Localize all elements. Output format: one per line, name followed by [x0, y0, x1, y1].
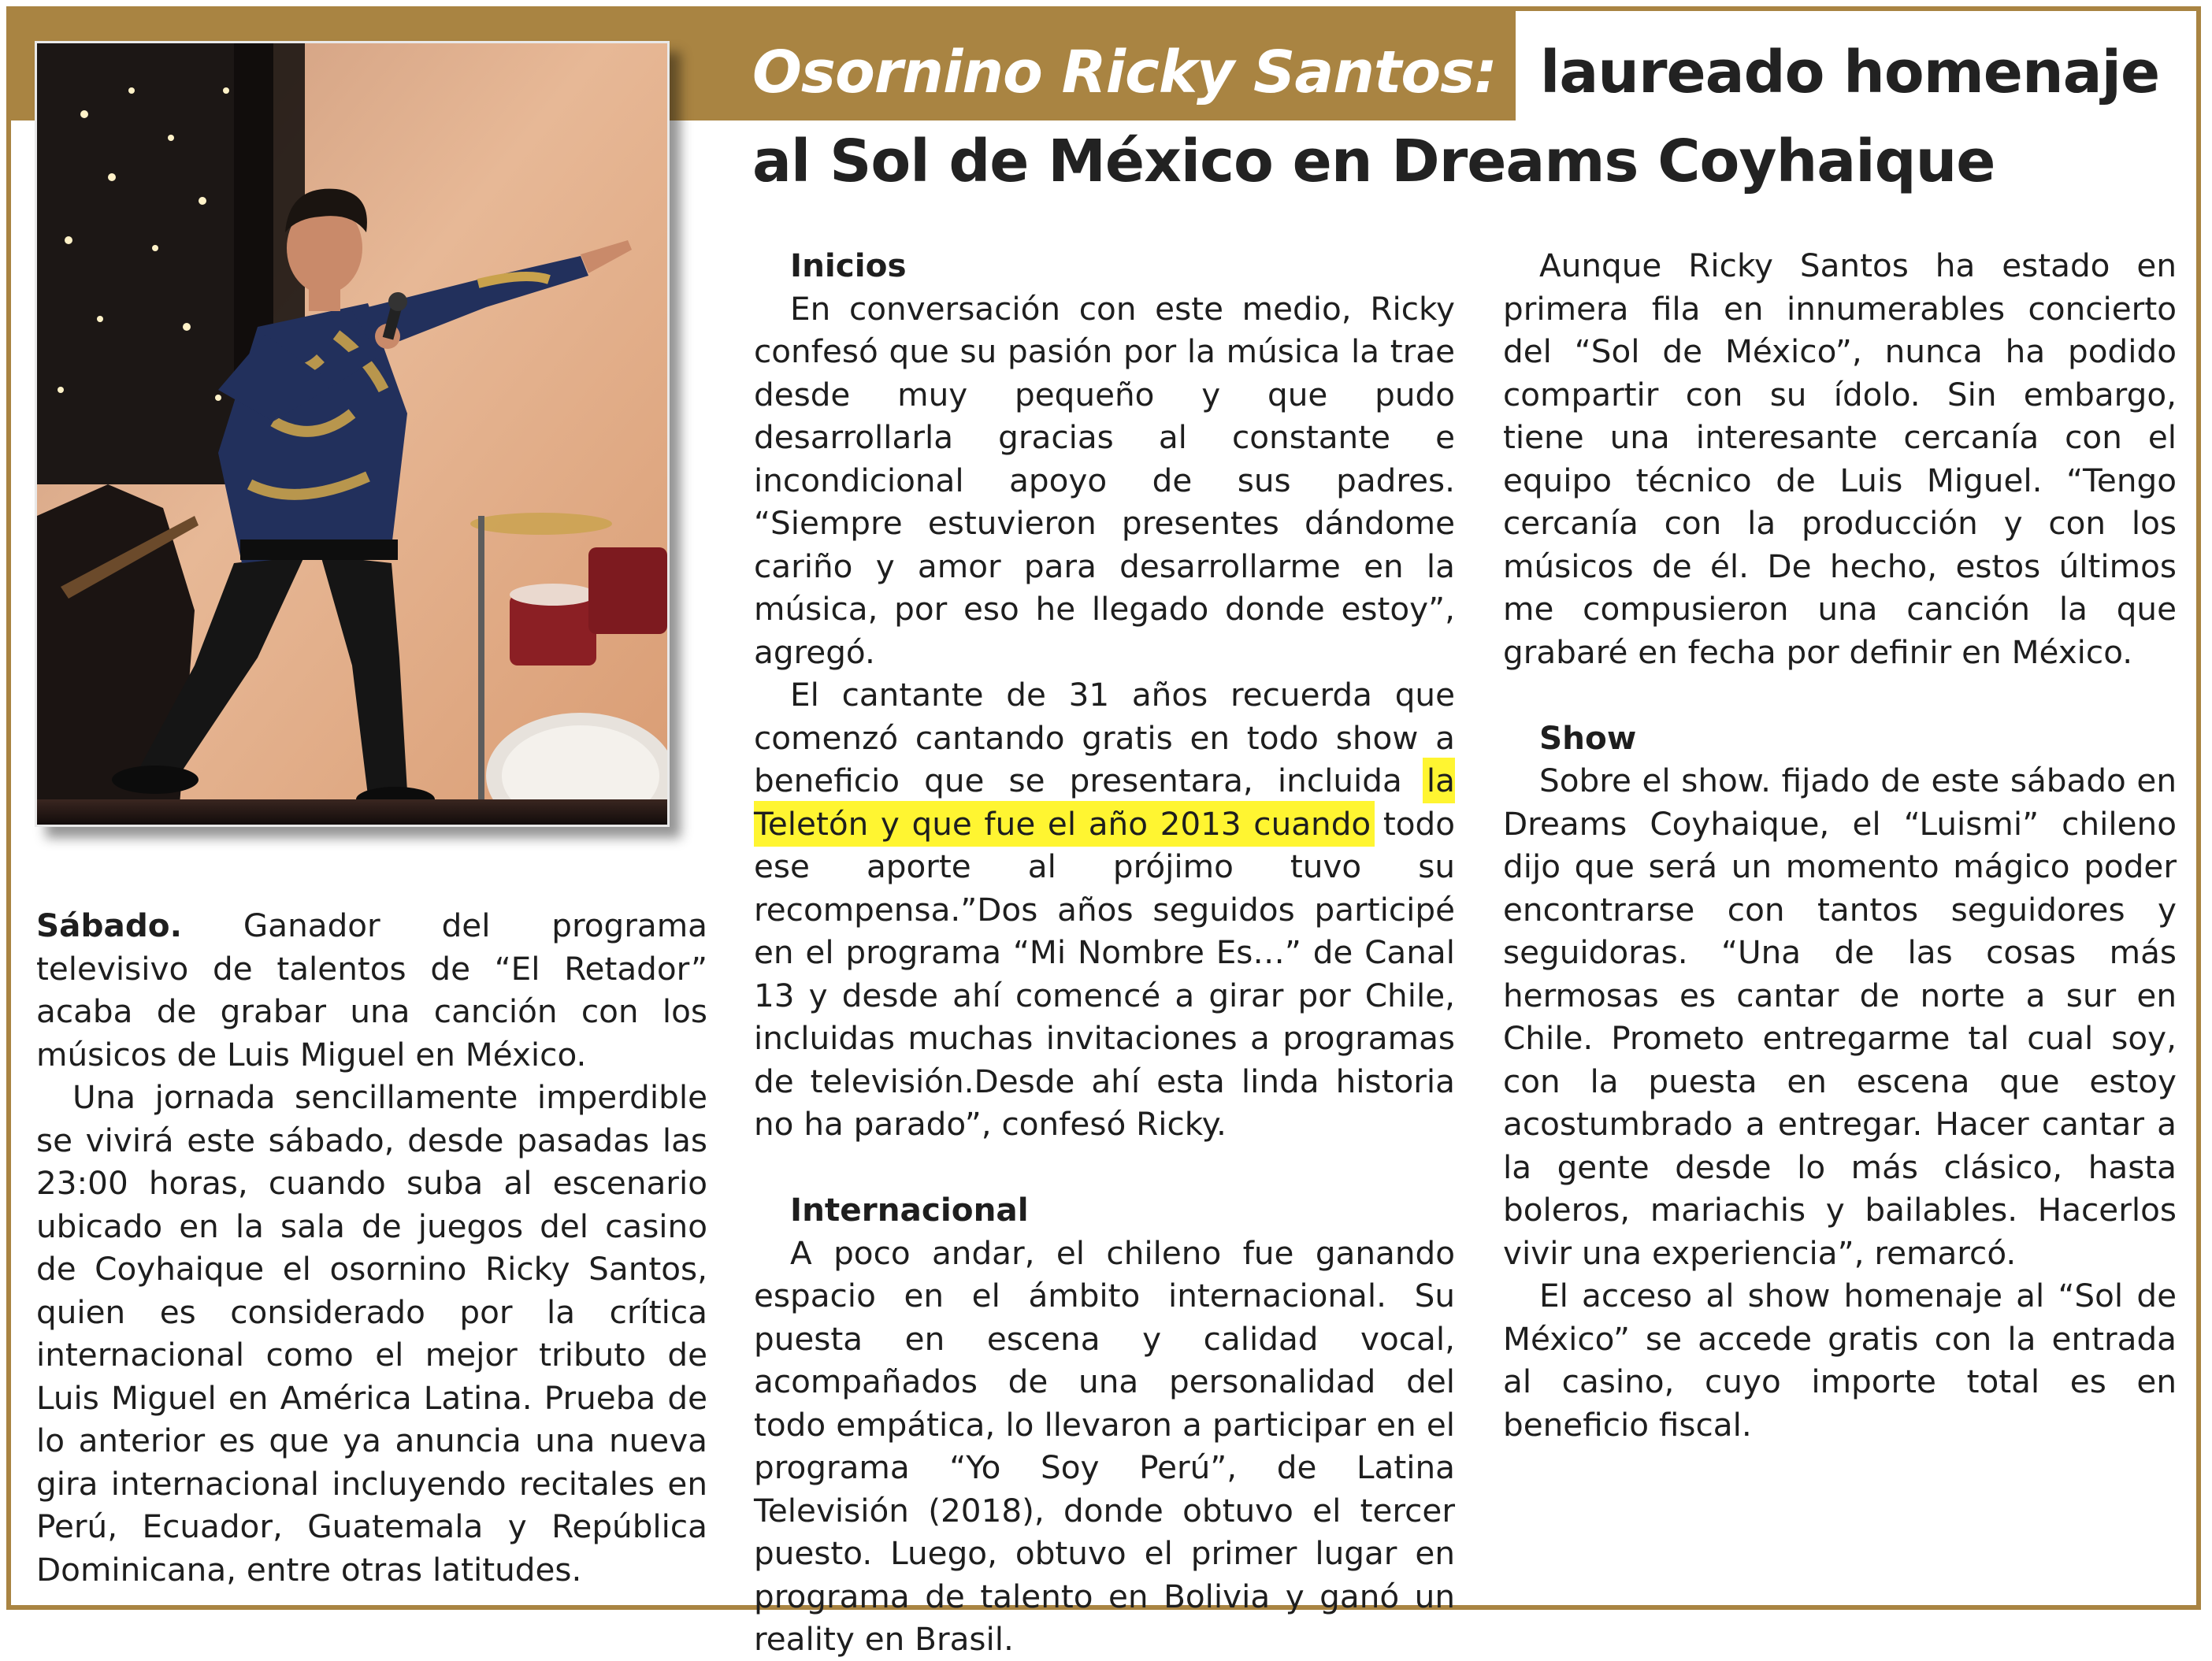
lead-dateline: Sábado.	[36, 907, 183, 944]
lead-text: Ganador del programa televisivo de talentos de “El Retador” acaba de grabar una canción con los músicos de Luis Miguel en México.	[36, 907, 707, 1073]
headline-line-1: laureado homenaje	[1540, 39, 2160, 106]
headline-kicker: Osornino Ricky Santos:	[752, 39, 1497, 106]
paragraph: Sobre el show. fijado de este sábado en Dreams Coyhaique, el “Luismi” chileno dijo que será un momento mágico poder encontrarse con tantos seguidores y seguidoras. “Una de las cosas más hermosas es cantar de norte a sur en Chile. Prometo entregarme tal cual soy, con la puesta en escena que estoy acostumbrado a entregar. Hacer cantar a la gente desde lo más clásico, hasta boleros, mariachis y bailables. Hacerlos vivir una experiencia”, remarcó.	[1503, 762, 2177, 1272]
paragraph: Una jornada sencillamente imperdible se vivirá este sábado, desde pasadas las 23:00 horas, cuando suba al escenario ubicado en la sala de juegos del casino de Coyhaique el osornino Ricky Santos, quien es considerado por la crítica internacional como el mejor tributo de Luis Miguel en América Latina. Prueba de lo anterior es que ya anuncia una nueva gira internacional incluyendo recitales en Perú, Ecuador, Guatemala y República Dominicana, entre otras latitudes.	[36, 1078, 707, 1589]
subheading-internacional: Internacional	[790, 1191, 1029, 1229]
column-2	[754, 244, 1455, 1661]
paragraph: El acceso al show homenaje al “Sol de México” se accede gratis con la entrada al casino, cuyo importe total es en beneficio fiscal.	[1503, 1277, 2177, 1444]
singer-photo	[35, 41, 670, 827]
column-1	[36, 904, 707, 1591]
text-segment: todo ese aporte al prójimo tuvo su recompensa.”Dos años seguidos participé en el programa “Mi Nombre Es…” de Canal 13 y desde ahí comencé a girar por Chile, incluidas muchas invitaciones a programas de televisión.Desde ahí esta linda historia no ha parado”, confesó Ricky.	[754, 804, 1455, 1143]
highlighted-text: la Teletón y que fue el año 2013 cuando	[754, 762, 1455, 843]
singer-photo-illustration	[37, 43, 667, 825]
paragraph: En conversación con este medio, Ricky confesó que su pasión por la música la trae desde muy pequeño y que pudo desarrollarla gracias al constante e incondicional apoyo de sus padres. “Siempre estuvieron presentes dándome cariño y amor para desarrollarme en la música, por eso he llegado donde estoy”, agregó.	[754, 289, 1455, 671]
text-segment: El cantante de 31 años recuerda que comenzó cantando gratis en todo show a beneficio que se presentara, incluida	[754, 676, 1455, 799]
subheading-show: Show	[1539, 718, 1637, 757]
paragraph-with-highlight	[754, 673, 1455, 1146]
paragraph: Aunque Ricky Santos ha estado en primera fila en innumerables concierto del “Sol de México”, nunca ha podido compartir con su ídolo. Sin embargo, tiene una interesante cercanía con el equipo técnico de Luis Miguel. “Tengo cercanía con la producción y con los músicos de él. De hecho, estos últimos me compusieron una canción la que grabaré en fecha por definir en México.	[1503, 247, 2177, 671]
subheading-inicios: Inicios	[790, 247, 907, 284]
headline-line-2: al Sol de México en Dreams Coyhaique	[752, 128, 1995, 195]
lead-paragraph	[36, 904, 707, 1076]
column-3	[1503, 244, 2177, 1446]
paragraph: A poco andar, el chileno fue ganando espacio en el ámbito internacional. Su puesta en escena y calidad vocal, acompañados de una personalidad del todo empática, lo llevaron a participar en el programa “Yo Soy Perú”, de Latina Televisión (2018), donde obtuvo el tercer puesto. Luego, obtuvo el primer lugar en programa de talento en Bolivia y ganó un reality en Brasil.	[754, 1233, 1455, 1658]
